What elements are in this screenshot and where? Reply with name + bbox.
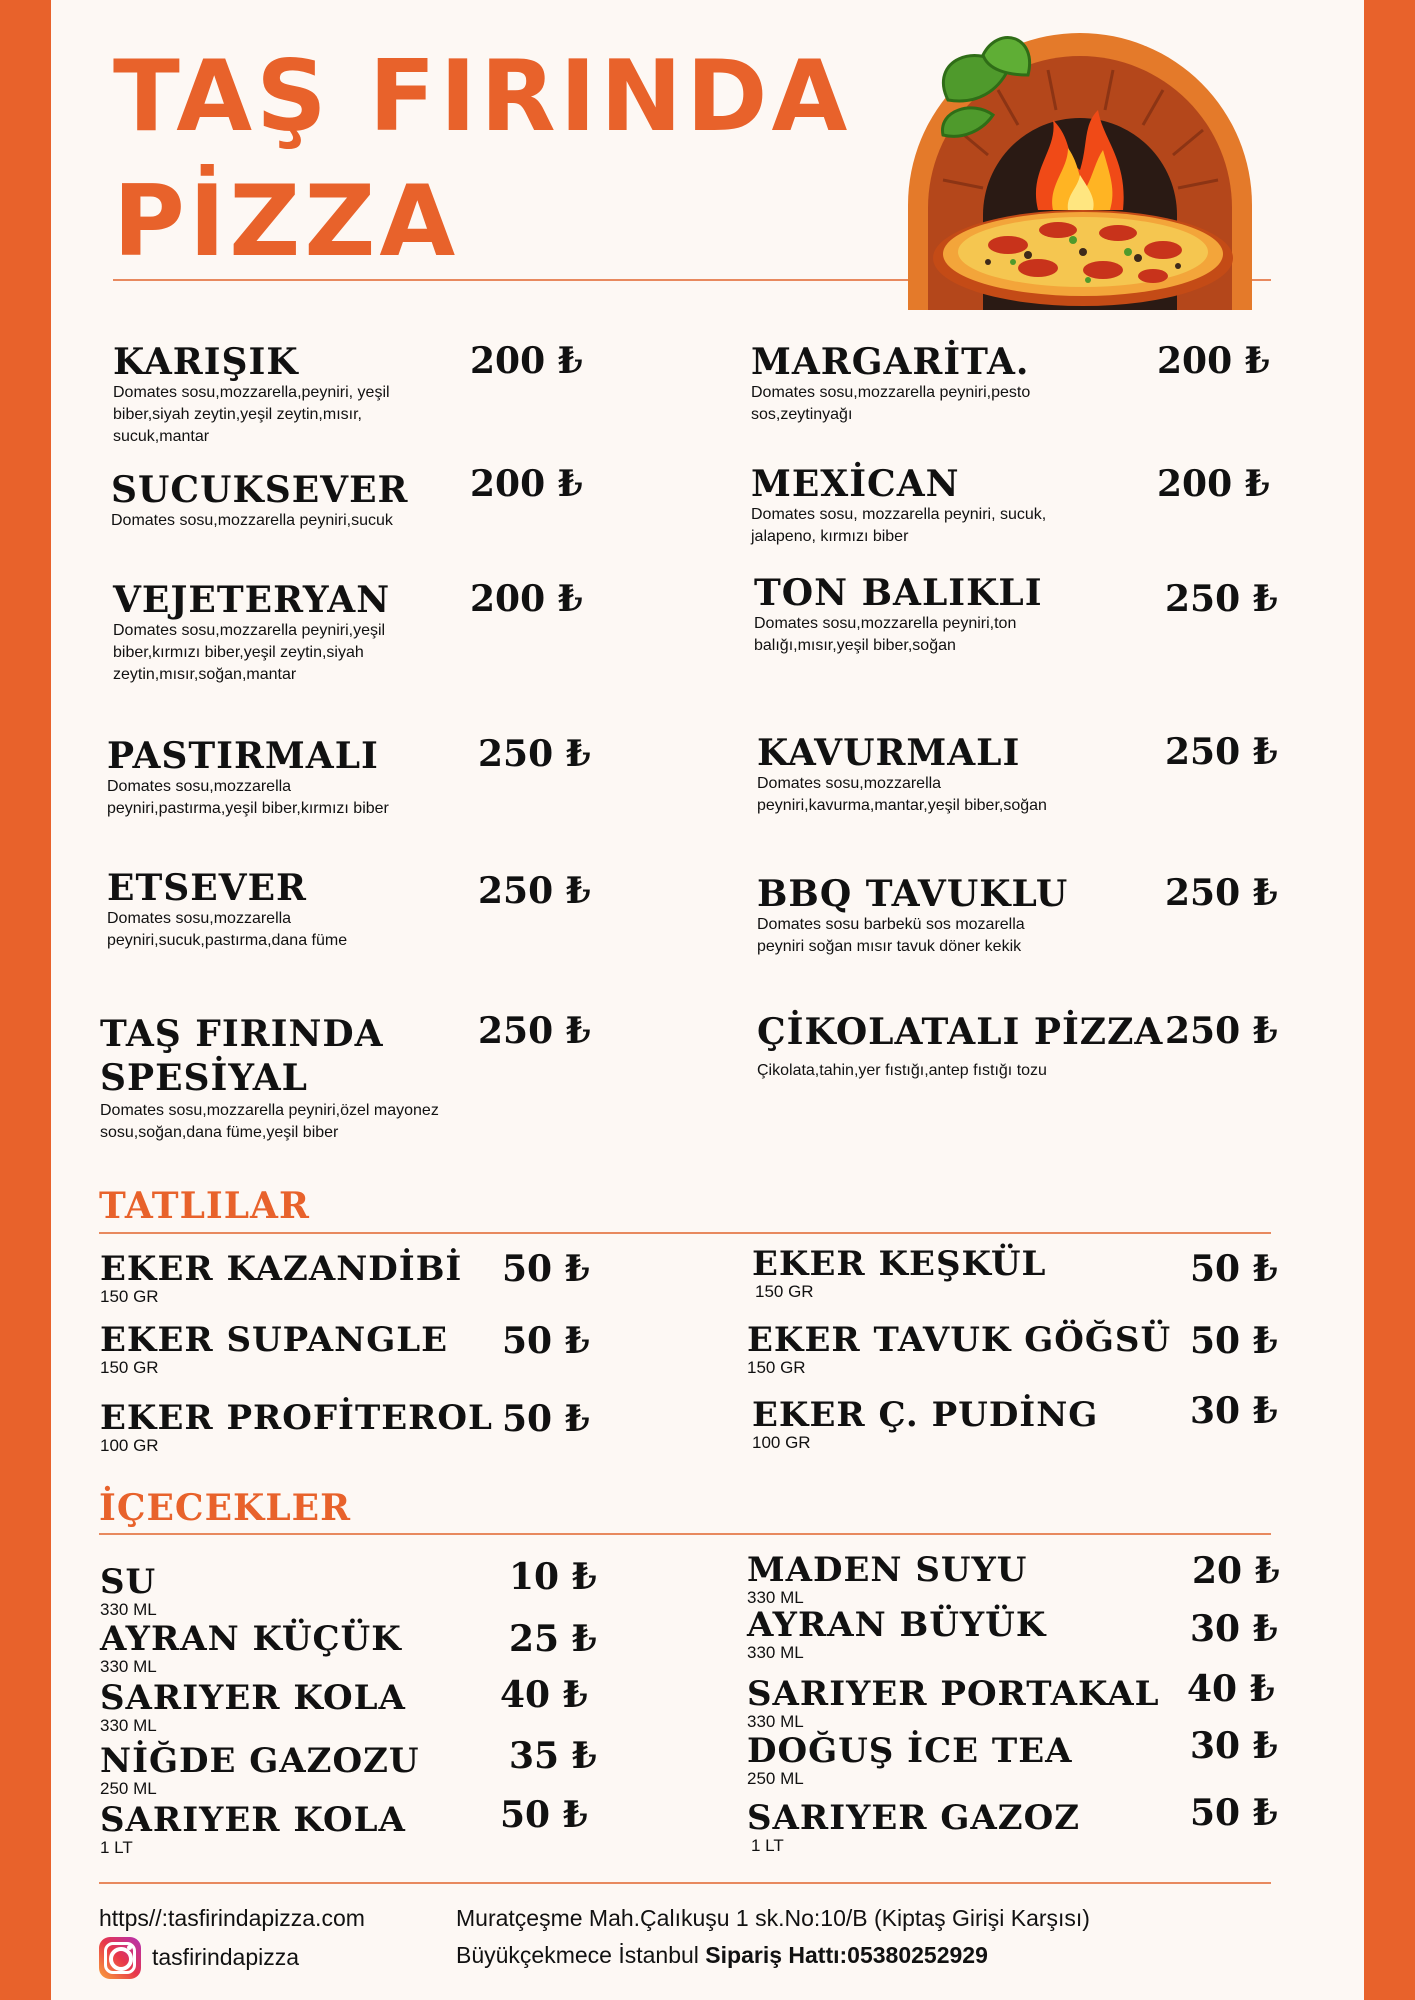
item-name: TON BALIKLI [754,572,1043,614]
pizza-item [100,1012,520,1144]
item-name: SARIYER KOLA [100,1800,406,1840]
item-description: Domates sosu,mozzarella peyniri,kavurma,mantar,yeşil biber,soğan [757,775,1047,814]
item-description: Domates sosu,mozzarella peyniri,sucuk,pastırma,dana füme [107,910,348,949]
item-name: AYRAN BÜYÜK [747,1605,1047,1645]
drink-item [100,1620,402,1676]
footer-divider [99,1882,1271,1884]
item-name: SUCUKSEVER [111,469,409,511]
item-name: NİĞDE GAZOZU [100,1741,420,1781]
item-price: 250 ₺ [1165,578,1278,620]
item-name: AYRAN KÜÇÜK [100,1619,402,1659]
item-size: 1 LT [751,1836,784,1855]
item-price: 250 ₺ [1165,872,1278,914]
dessert-item [752,1245,1046,1301]
item-description: Domates sosu barbekü sos mozarella peyniri soğan mısır tavuk döner kekik [757,916,1025,955]
pizza-item [751,342,1061,426]
pizza-oven-logo-icon [888,30,1273,310]
item-description: Domates sosu,mozzarella peyniri,pesto sos,zeytinyağı [751,384,1031,423]
dessert-item [100,1399,493,1455]
item-size: 330 ML [100,1600,157,1619]
pizza-item [757,733,1067,817]
item-price: 250 ₺ [1165,1010,1278,1052]
item-price: 30 ₺ [1190,1608,1278,1650]
drink-item [100,1563,157,1619]
drink-item [747,1551,1027,1607]
item-price: 25 ₺ [509,1618,597,1660]
title-line-2: PİZZA [113,165,460,279]
item-name: PASTIRMALI [107,735,379,777]
item-price: 50 ₺ [500,1794,588,1836]
item-size: 330 ML [100,1657,157,1676]
item-price: 50 ₺ [1190,1248,1278,1290]
item-price: 250 ₺ [478,1010,591,1052]
item-size: 150 GR [100,1287,159,1306]
pizza-item [111,470,441,532]
item-price: 200 ₺ [470,340,583,382]
item-name: BBQ TAVUKLU [757,873,1069,915]
item-price: 200 ₺ [1157,340,1270,382]
address-line-1: Muratçeşme Mah.Çalıkuşu 1 sk.No:10/B (Kiptaş Girişi Karşısı) [456,1905,1090,1931]
drink-item [100,1742,420,1798]
order-phone[interactable]: Sipariş Hattı:05380252929 [705,1942,988,1968]
item-name: ETSEVER [107,867,307,909]
item-price: 40 ₺ [500,1674,588,1716]
pizza-item [754,573,1054,657]
item-price: 200 ₺ [470,463,583,505]
item-size: 250 ML [100,1779,157,1798]
item-name: ÇİKOLATALI PİZZA [757,1011,1164,1053]
pizza-item [757,874,1068,958]
item-name: MARGARİTA. [751,341,1030,383]
drinks-heading: İÇECEKLER [99,1487,351,1529]
pizza-item [113,580,413,686]
item-description: Domates sosu,mozzarella peyniri,ton balığı,mısır,yeşil biber,soğan [754,615,1017,654]
item-size: 1 LT [100,1838,133,1857]
pizza-item [751,464,1081,548]
dessert-item [752,1396,1098,1452]
item-price: 50 ₺ [502,1320,590,1362]
drinks-divider [99,1533,1271,1535]
item-price: 50 ₺ [1190,1320,1278,1362]
item-price: 35 ₺ [509,1735,597,1777]
item-price: 30 ₺ [1190,1725,1278,1767]
item-price: 40 ₺ [1187,1668,1275,1710]
item-size: 330 ML [747,1588,804,1607]
item-size: 100 GR [752,1433,811,1452]
dessert-item [747,1321,1171,1377]
item-price: 50 ₺ [1190,1792,1278,1834]
pizza-item [757,1012,1163,1082]
item-size: 330 ML [747,1643,804,1662]
item-name: MADEN SUYU [747,1550,1028,1590]
left-accent-bar [0,0,51,2000]
item-size: 250 ML [747,1769,804,1788]
item-description: Domates sosu, mozzarella peyniri, sucuk, jalapeno, kırmızı biber [751,506,1047,545]
item-description: Domates sosu,mozzarella peyniri,özel mayonez sosu,soğan,dana füme,yeşil biber [100,1102,439,1141]
item-size: 150 GR [747,1358,806,1377]
page-title [113,35,851,285]
drink-item [100,1679,406,1735]
pizza-item [107,736,417,820]
item-price: 250 ₺ [478,870,591,912]
item-size: 330 ML [100,1716,157,1735]
item-price: 200 ₺ [1157,463,1270,505]
drink-item [100,1801,406,1857]
item-name: EKER KAZANDİBİ [100,1249,463,1289]
item-price: 250 ₺ [478,733,591,775]
item-price: 20 ₺ [1192,1550,1280,1592]
dessert-item [100,1250,462,1306]
drink-item [747,1799,1080,1855]
item-description: Domates sosu,mozzarella peyniri,sucuk [111,512,393,529]
item-name: SARIYER PORTAKAL [747,1674,1160,1714]
item-price: 200 ₺ [470,578,583,620]
desserts-heading: TATLILAR [99,1185,310,1227]
item-name: SARIYER KOLA [100,1678,406,1718]
item-size: 100 GR [100,1436,159,1455]
title-line-1: TAŞ FIRINDA [113,40,852,154]
item-size: 330 ML [747,1712,804,1731]
item-name: TAŞ FIRINDA SPESİYAL [100,1013,384,1099]
pizza-item [107,868,387,952]
item-description: Domates sosu,mozzarella peyniri,yeşil biber,kırmızı biber,yeşil zeytin,siyah zeytin,mısır,soğan,mantar [113,622,386,683]
instagram-handle[interactable]: tasfirindapizza [152,1944,300,1970]
item-name: EKER KEŞKÜL [752,1244,1047,1284]
item-name: KARIŞIK [113,341,299,383]
item-name: SU [100,1562,157,1602]
item-name: EKER PROFİTEROL [100,1398,493,1438]
item-name: VEJETERYAN [113,579,391,621]
item-name: MEXİCAN [751,463,960,505]
item-name: SARIYER GAZOZ [747,1798,1081,1838]
address-line-2 [456,1942,988,1969]
item-size: 150 GR [100,1358,159,1377]
item-name: KAVURMALI [757,732,1021,774]
item-size: 150 GR [755,1282,814,1301]
item-price: 50 ₺ [502,1248,590,1290]
desserts-divider [99,1232,1271,1234]
item-price: 10 ₺ [509,1556,597,1598]
item-name: EKER SUPANGLE [100,1320,449,1360]
drink-item [747,1675,1160,1731]
item-name: DOĞUŞ İCE TEA [747,1731,1073,1771]
item-name: EKER TAVUK GÖĞSÜ [747,1320,1172,1360]
item-price: 50 ₺ [502,1398,590,1440]
item-price: 250 ₺ [1165,731,1278,773]
pizza-item [113,342,423,448]
item-description: Çikolata,tahin,yer fıstığı,antep fıstığı tozu [757,1062,1047,1079]
drink-item [747,1606,1046,1662]
dessert-item [100,1321,448,1377]
instagram-icon[interactable] [99,1937,141,1979]
item-price: 30 ₺ [1190,1390,1278,1432]
item-description: Domates sosu,mozzarella,peyniri, yeşil biber,siyah zeytin,yeşil zeytin,mısır, sucuk,mantar [113,384,390,445]
drink-item [747,1732,1073,1788]
item-name: EKER Ç. PUDİNG [752,1395,1099,1435]
item-description: Domates sosu,mozzarella peyniri,pastırma,yeşil biber,kırmızı biber [107,778,389,817]
right-accent-bar [1364,0,1415,2000]
website-link[interactable]: https//:tasfirindapizza.com [99,1905,365,1931]
address-city: Büyükçekmece İstanbul [456,1942,699,1968]
